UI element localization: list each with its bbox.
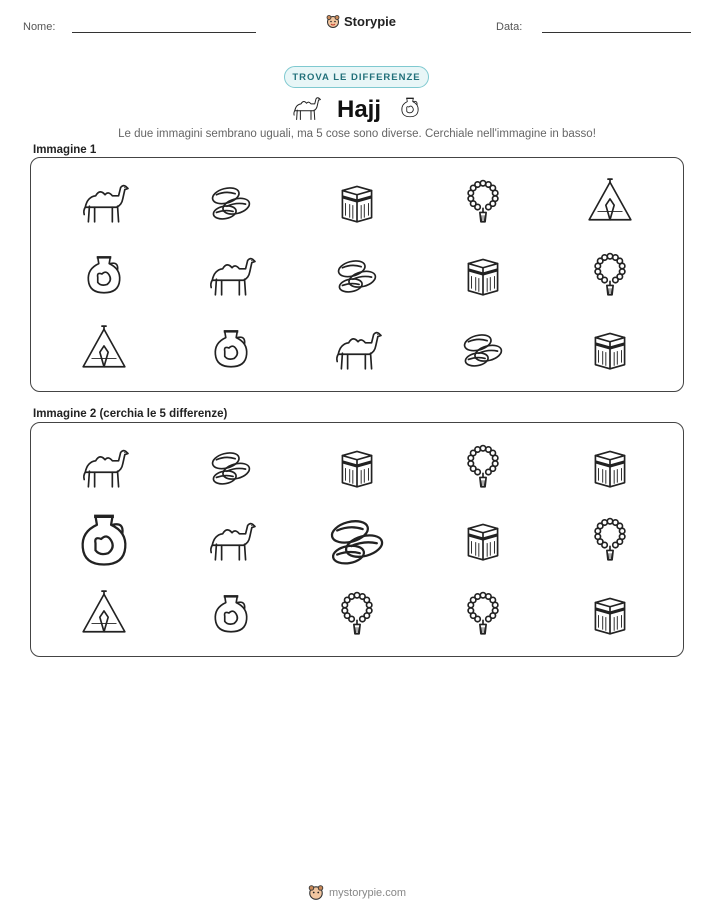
tent-icon	[79, 323, 129, 373]
date-label: Data:	[496, 21, 523, 33]
date-field[interactable]	[542, 32, 691, 33]
activity-badge: TROVA LE DIFFERENZE	[284, 66, 429, 88]
grid-cell	[294, 238, 420, 312]
name-label: Nome:	[23, 21, 56, 33]
brand-name: Storypie	[344, 14, 397, 29]
grid-cell	[41, 311, 167, 385]
camel-icon	[206, 249, 256, 299]
grid-cell	[420, 311, 546, 385]
kaaba-icon	[585, 441, 635, 491]
storypie-mascot-icon	[326, 14, 340, 29]
grid-cell[interactable]	[167, 576, 293, 650]
brand-logo	[326, 14, 396, 29]
prayer-beads-icon	[458, 176, 508, 226]
grid-cell	[547, 311, 673, 385]
prayer-beads-icon	[332, 588, 382, 638]
image1-grid	[31, 158, 683, 391]
title-row	[0, 92, 714, 127]
jar-icon	[397, 94, 423, 120]
prayer-beads-icon	[585, 249, 635, 299]
image1-label: Immagine 1	[33, 144, 97, 156]
grid-cell	[547, 164, 673, 238]
tent-icon	[585, 176, 635, 226]
grid-cell[interactable]	[420, 429, 546, 503]
grid-cell	[167, 238, 293, 312]
grid-cell	[547, 238, 673, 312]
grid-cell[interactable]	[547, 576, 673, 650]
dates-icon	[332, 249, 382, 299]
grid-cell[interactable]	[41, 576, 167, 650]
image2-label: Immagine 2 (cerchia le 5 differenze)	[33, 408, 228, 420]
dates-icon	[206, 441, 256, 491]
instructions: Le due immagini sembrano uguali, ma 5 cose sono diverse. Cerchiale nell'immagine in basso!	[118, 128, 596, 140]
dates-icon	[458, 323, 508, 373]
jar-icon	[79, 249, 129, 299]
grid-cell[interactable]	[294, 576, 420, 650]
grid-cell	[294, 311, 420, 385]
camel-icon	[206, 514, 256, 564]
grid-cell	[41, 164, 167, 238]
grid-cell	[41, 238, 167, 312]
camel-icon	[332, 323, 382, 373]
grid-cell[interactable]	[294, 503, 420, 577]
name-field[interactable]	[72, 32, 256, 33]
kaaba-icon	[458, 514, 508, 564]
storypie-mascot-icon	[308, 884, 324, 901]
grid-cell[interactable]	[41, 429, 167, 503]
kaaba-icon	[585, 588, 635, 638]
jar-icon	[397, 94, 423, 125]
grid-cell[interactable]	[420, 503, 546, 577]
grid-cell	[167, 164, 293, 238]
footer	[0, 884, 714, 901]
grid-cell[interactable]	[547, 429, 673, 503]
grid-cell	[420, 164, 546, 238]
camel-icon	[79, 176, 129, 226]
grid-cell[interactable]	[547, 503, 673, 577]
kaaba-icon	[585, 323, 635, 373]
grid-cell[interactable]	[167, 429, 293, 503]
dates-icon	[323, 505, 391, 573]
grid-cell[interactable]	[420, 576, 546, 650]
jar-icon	[206, 323, 256, 373]
jar-icon	[70, 505, 138, 573]
prayer-beads-icon	[585, 514, 635, 564]
page-title: Hajj	[336, 95, 381, 123]
grid-cell[interactable]	[167, 503, 293, 577]
kaaba-icon	[458, 249, 508, 299]
kaaba-icon	[332, 441, 382, 491]
camel-icon	[79, 441, 129, 491]
image1-panel	[30, 157, 684, 392]
dates-icon	[206, 176, 256, 226]
grid-cell[interactable]	[41, 503, 167, 577]
image2-grid	[31, 423, 683, 656]
grid-cell	[294, 164, 420, 238]
footer-url: mystorypie.com	[328, 886, 407, 899]
tent-icon	[79, 588, 129, 638]
grid-cell	[167, 311, 293, 385]
image2-panel[interactable]	[30, 422, 684, 657]
grid-cell[interactable]	[294, 429, 420, 503]
camel-icon	[291, 92, 321, 122]
kaaba-icon	[332, 176, 382, 226]
jar-icon	[206, 588, 256, 638]
prayer-beads-icon	[458, 441, 508, 491]
grid-cell	[420, 238, 546, 312]
prayer-beads-icon	[458, 588, 508, 638]
camel-icon	[291, 92, 321, 127]
